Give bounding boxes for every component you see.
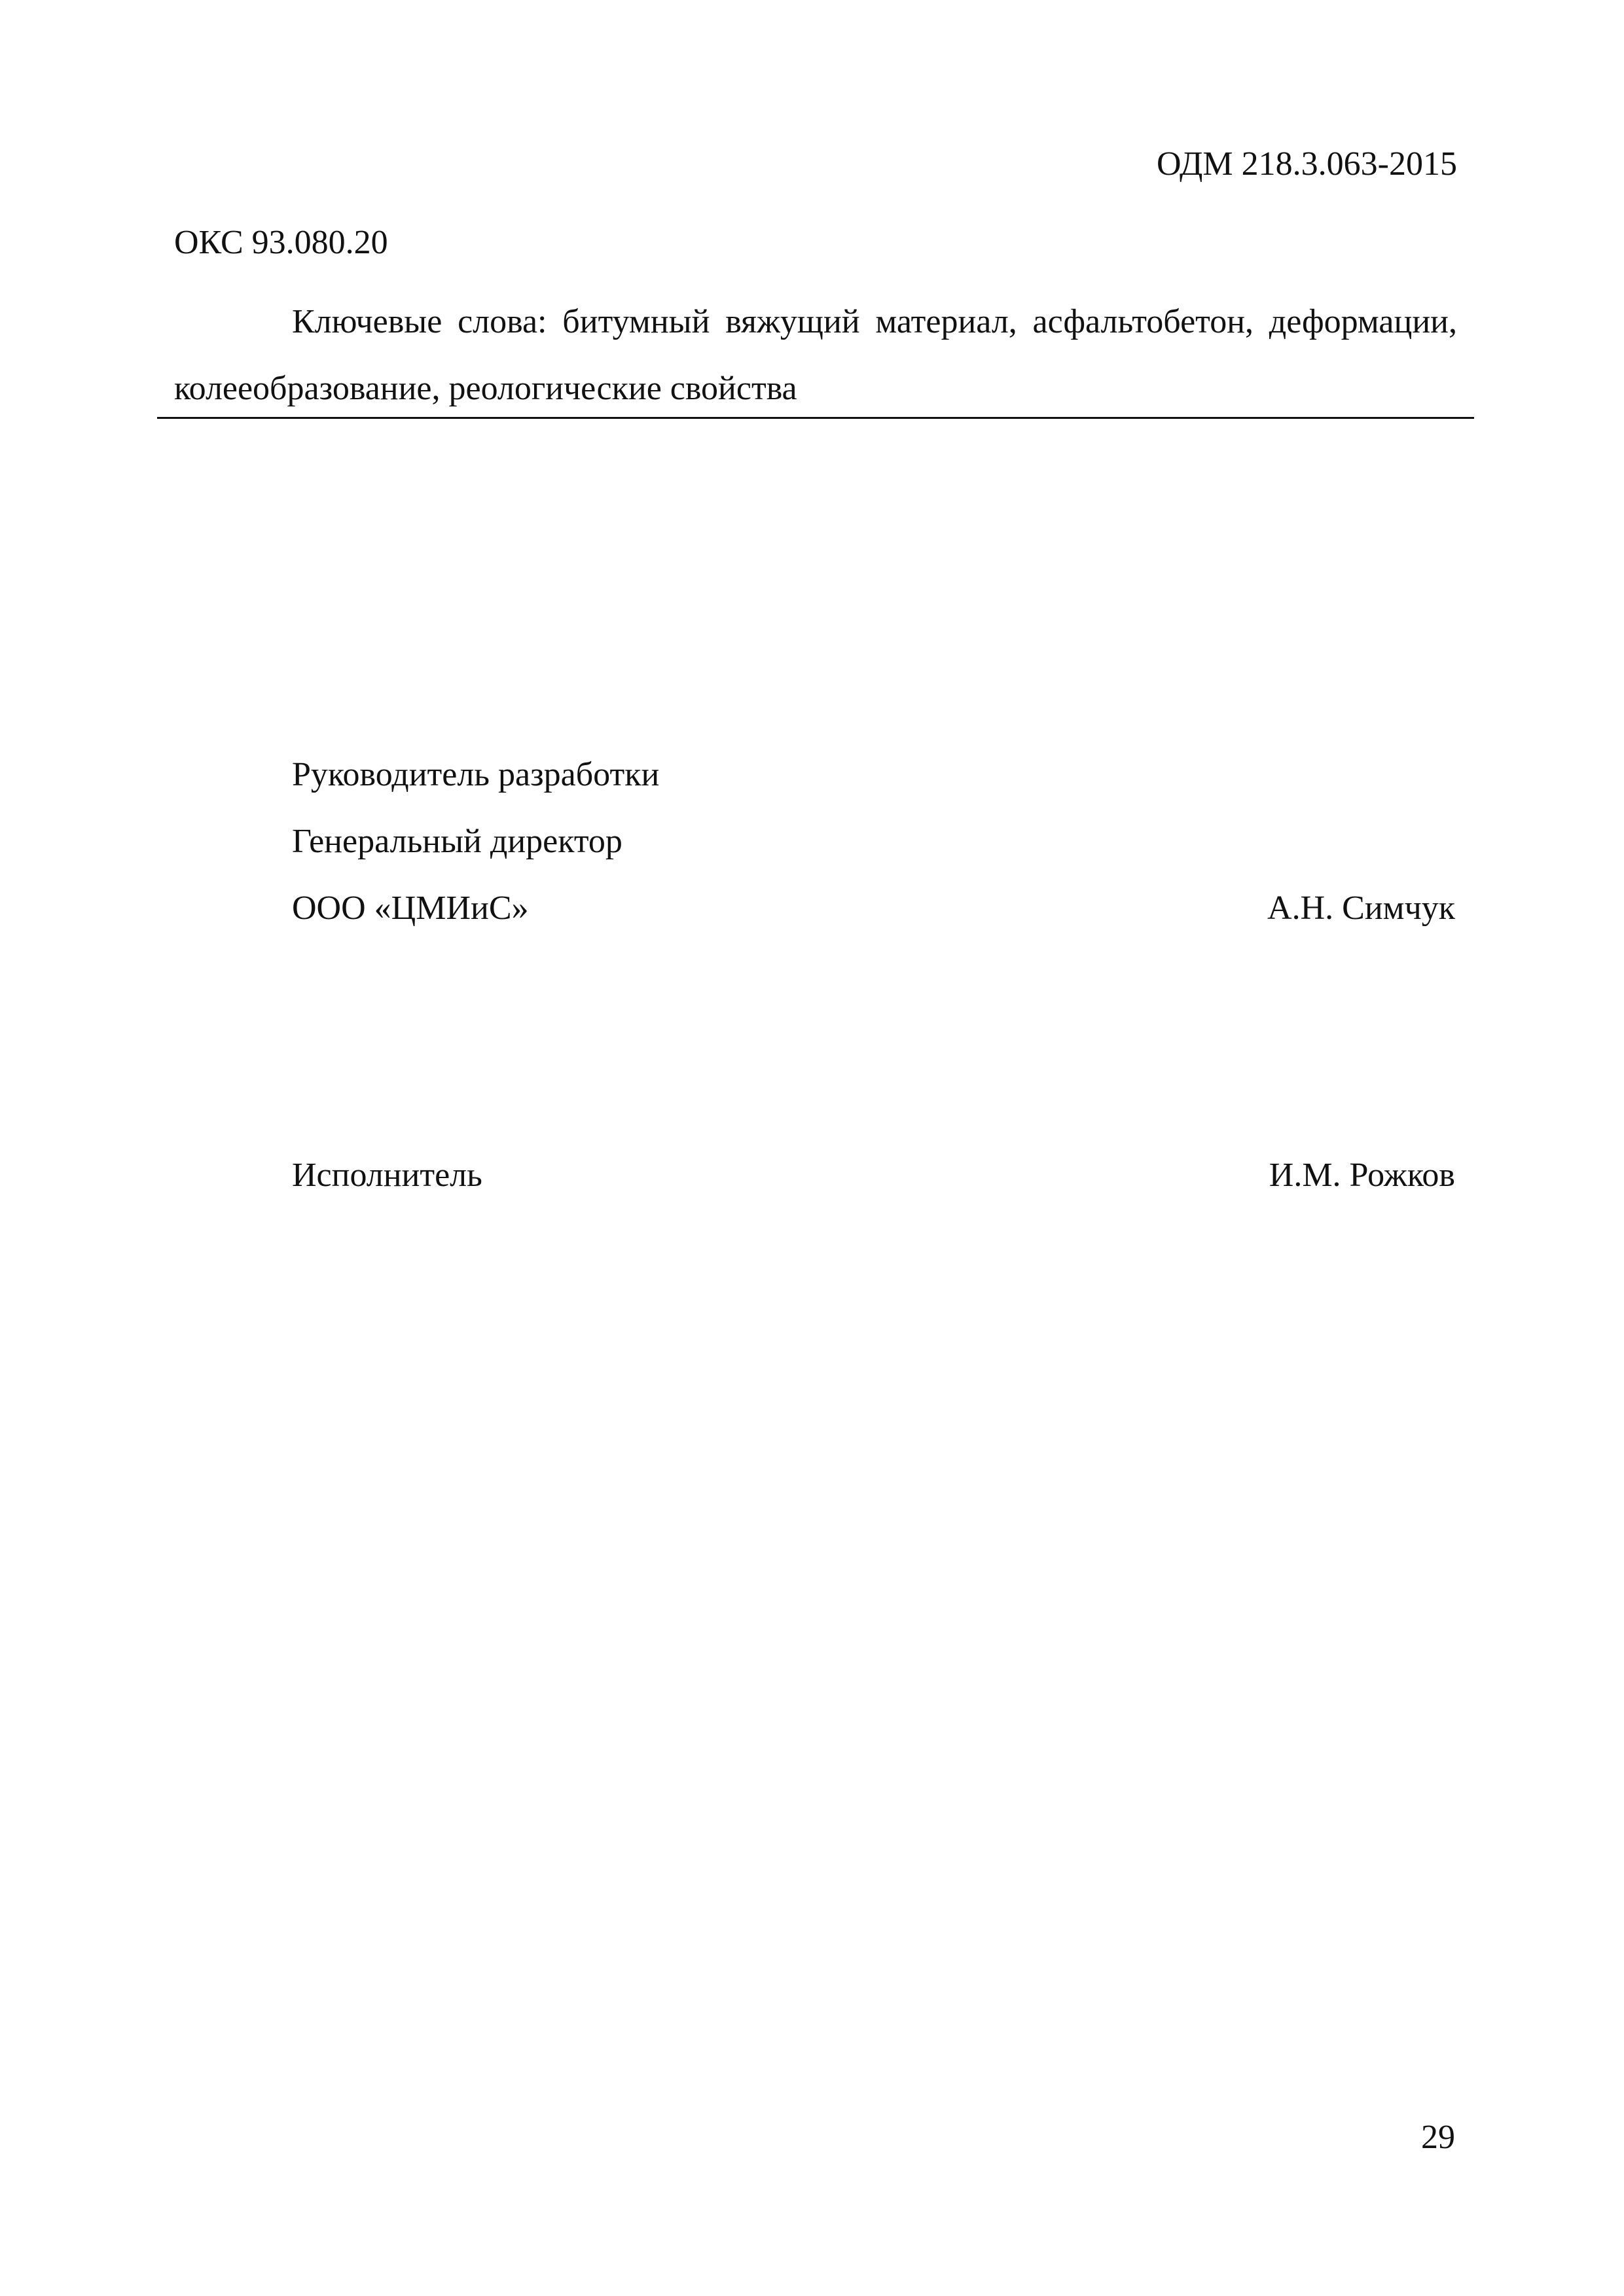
executor-name: И.М. Рожков xyxy=(1269,1157,1455,1194)
head-title-line1: Руководитель разработки xyxy=(292,756,660,793)
head-name: А.Н. Симчук xyxy=(1267,889,1455,927)
separator-line xyxy=(157,417,1474,419)
keywords-paragraph: Ключевые слова: битумный вяжущий материал, асфальтобетон, деформации, колееобразование, реологические свойства xyxy=(174,303,1457,407)
document-code: ОДМ 218.3.063-2015 xyxy=(1157,145,1457,183)
executor-title: Исполнитель xyxy=(292,1157,482,1194)
page-number: 29 xyxy=(1421,2119,1455,2156)
head-title-line2: Генеральный директор xyxy=(292,823,623,860)
oks-code: ОКС 93.080.20 xyxy=(174,224,388,261)
head-organization: ООО «ЦМИиС» xyxy=(292,889,529,927)
